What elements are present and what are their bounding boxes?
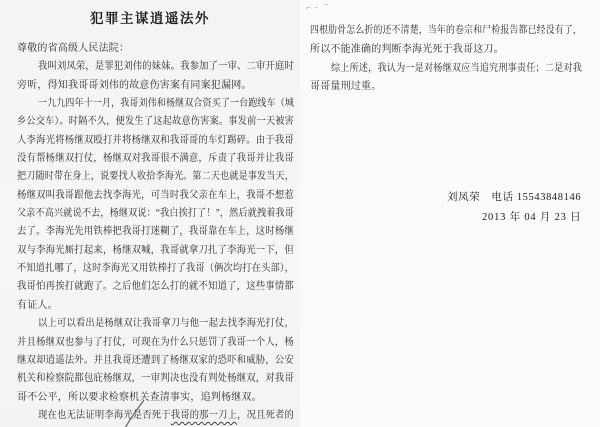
body-line: 没有帮杨继双打仗，杨继双对我哥很不满意，斥责了我哥并让我哥 — [17, 153, 294, 165]
body-line: 杨继双叫我哥跟他去找李海光，可当时我父亲在车上，我哥不想惹 — [17, 189, 294, 201]
final-line-post: ，况且死者的 — [237, 409, 295, 421]
body-line: 四根肋骨怎么折的还不清楚，当年的卷宗和尸检报告都已经没有了， — [310, 25, 583, 36]
body-line: 把刀随时带在身上，说要找人收拾李海光。第二天也就是事发当天， — [17, 171, 294, 183]
body-line: 乡公交车）。时隔不久，便发生了这起故意伤害案。事发前一天被害 — [17, 116, 295, 128]
body-line: 父亲不高兴就说不去，杨继双说：“我白挨打了！”，然后就拽着我哥 — [17, 208, 295, 220]
body-line: 一九九四年十一月，我哥刘伟和杨继双合资买了一台跑线车（城 — [38, 98, 294, 110]
body-line: 不知道扎哪了，这时李海光又用铁棒打了我哥（俩次均打在头部）， — [17, 263, 295, 275]
wavy-underlined-text: 我哥的那一刀上 — [170, 409, 238, 421]
body-line: 综上所述，我认为一是对杨继双应当追究刑事责任；二是对我 — [331, 62, 583, 74]
body-line: 哥不公平，所以要求检察机关查清事实，追判杨继双。 — [17, 391, 262, 403]
signature-date: 2013 年 04 月 23 日 — [482, 212, 582, 223]
body-line: 双与李海光厮打起来，杨继双喊，我哥就拿刀扎了李海光一下，但 — [17, 244, 294, 256]
body-line: 我叫刘凤荣，是罪犯刘伟的妹妹。我参加了一审、二审开庭时 — [38, 61, 294, 73]
body-line: 有证人。 — [17, 299, 58, 311]
body-line: 机关和检察院都包庇杨继双，一审判决也没有判处杨继双，对我哥 — [17, 373, 294, 385]
body-line: 所以不能准确的判断李海光死于我哥这刀。 — [310, 43, 504, 55]
body-line-with-underline — [17, 407, 294, 425]
final-line-pre: 现在也无法证明李海光是否死于 — [38, 409, 171, 421]
body-line: 我哥怕再挨打就跑了。之后他们怎么打的就不知道了，这些事情都 — [17, 281, 294, 293]
body-line: 以上可以看出是杨继双让我哥拿刀与他一起去找李海光打仗， — [38, 318, 294, 330]
body-line: 去了。李海光先用铁棒把我哥打迷糊了，我哥靠在车上，这时杨继 — [17, 226, 294, 238]
body-line: 并且杨继双也参与了打仗，可现在为什么只惩罚了我哥一个人，杨 — [17, 336, 294, 348]
signature-name-phone: 刘凤荣 电话 15543848146 — [447, 192, 582, 203]
body-line: 哥哥量刑过重。 — [310, 81, 382, 93]
body-line: 旁听，得知我哥哥刘伟的故意伤害案有同案犯漏网。 — [17, 79, 252, 91]
salutation: 尊敬的省高级人民法院： — [17, 43, 130, 54]
body-line: 人李海光将杨继双殴打并将杨继双和我哥哥的车灯踢碎。由于我哥 — [17, 134, 294, 146]
body-line: 继双却逍遥法外。并且我哥还遭到了杨继双家的恐吓和威胁，公安 — [17, 354, 294, 366]
left-page-text — [17, 40, 294, 425]
right-page-text — [310, 22, 582, 97]
document-title: 犯罪主谋逍遥法外 — [90, 11, 210, 26]
